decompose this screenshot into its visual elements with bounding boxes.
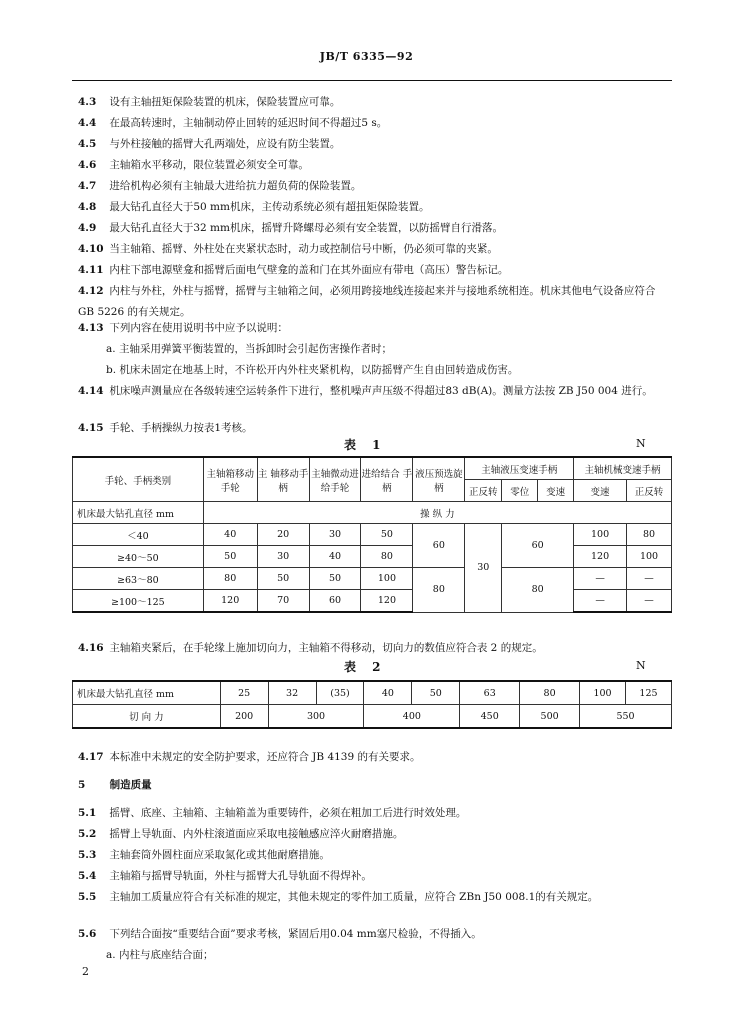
table-cell: 80 <box>203 568 257 590</box>
table-cell: 70 <box>257 590 309 613</box>
table-cell: — <box>627 568 672 590</box>
table-cell: 125 <box>625 681 671 705</box>
table-cell: 500 <box>520 705 580 729</box>
table-cell: 30 <box>465 524 502 613</box>
table1-head-g1c: 变速 <box>538 480 574 502</box>
table1-head-g2b: 正反转 <box>627 480 672 502</box>
item-5-6-a: a. 内柱与底座结合面； <box>106 949 214 961</box>
table2-unit: N <box>636 659 646 672</box>
table-cell: 100 <box>627 546 672 568</box>
table1-head-group1: 主轴液压变速手柄 <box>465 457 574 480</box>
table-cell: 32 <box>268 681 316 705</box>
table-cell: 40 <box>203 524 257 546</box>
table-cell: — <box>574 568 627 590</box>
table1-head-c4: 进给结合 手 柄 <box>361 457 413 502</box>
table1-head-c1: 主轴箱移动手轮 <box>203 457 257 502</box>
section-5-2: 5.2 摇臂上导轨面、内外柱滚道面应采取电接触感应淬火耐磨措施。 <box>78 828 404 840</box>
table2-caption: 表 2 <box>344 660 387 674</box>
table-cell: 30 <box>257 546 309 568</box>
table-cell: 120 <box>203 590 257 613</box>
operating-force-table <box>72 456 672 613</box>
table-cell: 80 <box>627 524 672 546</box>
table2-force-label: 切 向 力 <box>73 705 221 729</box>
table1-head-c2: 主 轴移动手柄 <box>257 457 309 502</box>
table-cell: 80 <box>413 568 465 613</box>
table-cell: 450 <box>460 705 520 729</box>
section-5-3: 5.3 主轴套筒外圆柱面应采取氮化或其他耐磨措施。 <box>78 849 330 861</box>
table-cell: 550 <box>580 705 672 729</box>
item-4-13-a: a. 主轴采用弹簧平衡装置的，当拆卸时会引起伤害操作者时； <box>106 343 392 355</box>
table2-force-row <box>73 705 672 729</box>
tangential-force-table <box>72 680 672 729</box>
section-5-1: 5.1 摇臂、底座、主轴箱、主轴箱盖为重要铸件，必须在粗加工后进行时效处理。 <box>78 807 467 819</box>
section-4-14: 4.14 机床噪声测量应在各级转速空运转条件下进行，整机噪声声压级不得超过83 dB(A)。测量方法按 ZB J50 004 进行。 <box>78 385 653 397</box>
table1-unit: N <box>636 437 646 450</box>
table-row <box>73 546 672 568</box>
table-cell: 50 <box>257 568 309 590</box>
table-cell: 20 <box>257 524 309 546</box>
table1-row-label: ≥100～125 <box>73 590 204 613</box>
table2-diameter-row <box>73 681 672 705</box>
table-row <box>73 568 672 590</box>
table1-header-row <box>73 457 672 480</box>
table-cell: 25 <box>220 681 268 705</box>
section-4-11: 4.11 内柱下部电源壁龛和摇臂后面电气壁龛的盖和门在其外面应有带电（高压）警告标记。 <box>78 264 509 276</box>
section-4-17: 4.17 本标准中未规定的安全防护要求，还应符合 JB 4139 的有关要求。 <box>78 751 421 763</box>
table-cell: 400 <box>364 705 460 729</box>
table-cell: 120 <box>574 546 627 568</box>
item-4-13-b: b. 机床未固定在地基上时，不许松开内外柱夹紧机构，以防摇臂产生自由回转造成伤害。 <box>106 364 519 376</box>
table1-head-g1b: 零位 <box>502 480 538 502</box>
table-cell: 100 <box>361 568 413 590</box>
table-cell: 60 <box>502 524 574 568</box>
section-5-5: 5.5 主轴加工质量应符合有关标准的规定，其他未规定的零件加工质量，应符合 ZBn J50 008.1的有关规定。 <box>78 891 599 903</box>
section-4-8: 4.8 最大钻孔直径大于50 mm机床，主传动系统必须有超扭矩保险装置。 <box>78 201 430 213</box>
table-cell: 120 <box>361 590 413 613</box>
document-header: JB/T 6335—92 <box>319 50 414 63</box>
section-4-13: 4.13 下列内容在使用说明书中应予以说明： <box>78 322 288 334</box>
table-cell: 80 <box>502 568 574 613</box>
table-cell: (35) <box>316 681 364 705</box>
page-number: 2 <box>82 965 89 978</box>
table-cell: 40 <box>364 681 412 705</box>
section-4-16: 4.16 主轴箱夹紧后，在手轮缘上施加切向力，主轴箱不得移动，切向力的数值应符合表 2 的规定。 <box>78 642 543 654</box>
table2-diameter-label: 机床最大钻孔直径 mm <box>73 681 221 705</box>
table-cell: 80 <box>361 546 413 568</box>
table1-head-c3: 主轴微动进给手轮 <box>309 457 361 502</box>
table-cell: 30 <box>309 524 361 546</box>
section-4-15: 4.15 手轮、手柄操纵力按表1考核。 <box>78 422 253 434</box>
section-5-6: 5.6 下列结合面按“重要结合面”要求考核，紧固后用0.04 mm塞尺检验，不得插入。 <box>78 928 482 940</box>
table1-row-label: ≥63～80 <box>73 568 204 590</box>
table-cell: 40 <box>309 546 361 568</box>
table-row <box>73 524 672 546</box>
header-rule <box>72 80 672 81</box>
section-4-4: 4.4 在最高转速时，主轴制动停止回转的延迟时间不得超过5 s。 <box>78 117 388 129</box>
section-4-10: 4.10 当主轴箱、摇臂、外柱处在夹紧状态时，动力或控制信号中断，仍必须可靠的夹紧。 <box>78 243 498 255</box>
table1-force-label: 操 纵 力 <box>203 502 671 524</box>
table-cell: 100 <box>574 524 627 546</box>
section-4-3: 4.3 设有主轴扭矩保险装置的机床，保险装置应可靠。 <box>78 96 341 108</box>
table-cell: 300 <box>268 705 364 729</box>
table1-head-g2a: 变速 <box>574 480 627 502</box>
table1-row-label: ＜40 <box>73 524 204 546</box>
table1-row-label: ≥40～50 <box>73 546 204 568</box>
section-4-5: 4.5 与外柱接触的摇臂大孔两端处，应设有防尘装置。 <box>78 138 341 150</box>
section-4-12: 4.12 内柱与外柱，外柱与摇臂，摇臂与主轴箱之间，必须用跨接地线连接起来并与接地系统相连。机床其他电气设备应符合 GB 5226 的有关规定。 <box>78 285 656 319</box>
table-cell: — <box>574 590 627 613</box>
table-cell: 50 <box>309 568 361 590</box>
table1-caption: 表 1 <box>344 438 387 452</box>
table1-head-c5: 液压预选旋 柄 <box>413 457 465 502</box>
table-cell: 60 <box>413 524 465 568</box>
table-cell: 50 <box>361 524 413 546</box>
section-5-4: 5.4 主轴箱与摇臂导轨面，外柱与摇臂大孔导轨面不得焊补。 <box>78 870 372 882</box>
section-4-9: 4.9 最大钻孔直径大于32 mm机床，摇臂升降螺母必须有安全装置，以防摇臂自行滑落。 <box>78 222 503 234</box>
table-cell: 200 <box>220 705 268 729</box>
table1-head-g1a: 正反转 <box>465 480 502 502</box>
table-cell: 63 <box>460 681 520 705</box>
table-cell: 50 <box>203 546 257 568</box>
table-cell: 80 <box>520 681 580 705</box>
table1-head-group2: 主轴机械变速手柄 <box>574 457 672 480</box>
section-4-6: 4.6 主轴箱水平移动，限位装置必须安全可靠。 <box>78 159 309 171</box>
table1-diameter-label: 机床最大钻孔直径 mm <box>73 502 204 524</box>
table-cell: 50 <box>412 681 460 705</box>
section-5-heading: 5 制造质量 <box>78 779 152 791</box>
table-cell: 60 <box>309 590 361 613</box>
table1-head-type: 手轮、手柄类别 <box>73 457 204 502</box>
table1-subhead-row <box>73 502 672 524</box>
table-cell: 100 <box>580 681 626 705</box>
section-4-7: 4.7 进给机构必须有主轴最大进给抗力超负荷的保险装置。 <box>78 180 362 192</box>
table-cell: — <box>627 590 672 613</box>
table-row <box>73 590 672 613</box>
